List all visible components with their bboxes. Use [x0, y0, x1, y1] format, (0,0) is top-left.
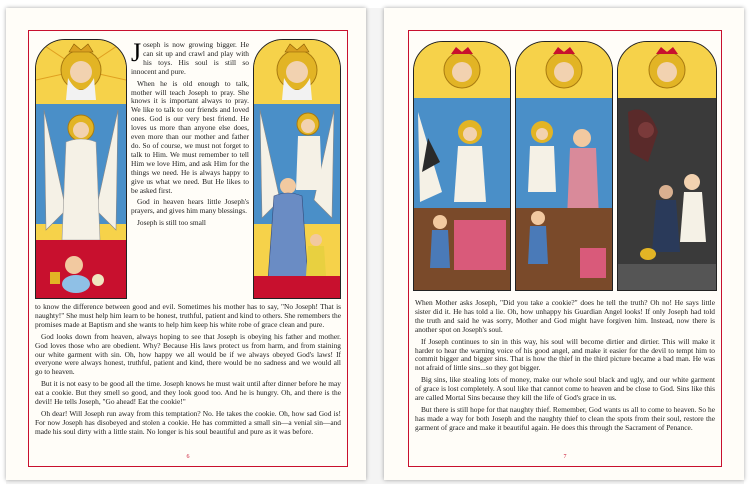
illustration-thief-with-devil — [617, 41, 717, 291]
illustration-mother-teaching-prayer — [253, 39, 341, 299]
paragraph-r1: When Mother asks Joseph, "Did you take a cookie?" does he tell the truth? Oh no! He says little sister did it. He has told a lie. Oh, how unhappy his Guardian Angel looks! If only Joseph had told the truth and said he was sorry, Mother and God might have forgiven him. Instead, now there is another spot on Joseph's soul. — [415, 298, 715, 334]
baby-angel-picture — [36, 40, 126, 298]
left-full-text — [35, 303, 341, 440]
left-column-text — [131, 38, 249, 231]
left-page — [6, 8, 366, 480]
paragraph-2: When he is old enough to talk, mother will teach Joseph to pray. She knows it is important always to pray. We like to talk to our friends and loved ones. God is our very best friend. He loves us more than anyone else does, even more than our mother and father do. So of course, we must not forget to talk to Him. We must remember to tell Him we love Him, and ask Him for the things we need. He is always happy to give us what we need. But He likes to be asked first. — [131, 78, 249, 195]
paragraph-3: God in heaven hears little Joseph's prayers, and gives him many blessings. — [131, 197, 249, 216]
paragraph-7: But it is not easy to be good all the time. Joseph knows he must wait until after dinner before he may eat a cookie. But they smell so good, and they look good too. And he is hungry. Oh, and there is the devil! He tells Joseph, "Go ahead! Eat the cookie!" — [35, 379, 341, 407]
mother-prayer-picture — [254, 40, 340, 298]
paragraph-r4: But there is still hope for that naughty thief. Remember, God wants us all to come to heaven. So he has made a way for both Joseph and the naughty thief to clean the spots from their soul, restore the garment of grace and make it beautiful again. He does this through the Sacrament of Penance. — [415, 404, 715, 432]
page-number-right: 7 — [563, 454, 567, 460]
left-page-frame — [28, 30, 348, 467]
page-number-left: 6 — [186, 454, 190, 460]
cookie-theft-picture — [414, 42, 510, 290]
paragraph-8: Oh dear! Will Joseph run away from this temptation? No. He takes the cookie. Oh, how sad God is! For now Joseph has disobeyed and stolen a cookie. He has committed a small sin—a venial sin—and made his soul dirty with a little stain. No longer is his soul beautiful and pure as it was before. — [35, 408, 341, 436]
right-page-frame — [408, 30, 722, 467]
illustration-cookie-theft — [413, 41, 511, 291]
paragraph-1-rest: oseph is now growing bigger. He can sit up and crawl and play with his toys. His soul is still so innocent and pure. — [131, 40, 249, 76]
illustration-baby-with-angel — [35, 39, 127, 299]
paragraph-r3: Big sins, like stealing lots of money, make our whole soul black and ugly, and our white garment of grace is lost completely. A soul like that cannot come to heaven and be close to God. Sins like this are called Mortal Sins because they kill the life of God's grace in us. — [415, 375, 715, 403]
right-page — [384, 8, 744, 480]
book-spread — [6, 8, 744, 484]
illustration-lying-to-mother — [515, 41, 613, 291]
thief-picture — [618, 42, 716, 290]
dropcap: J — [131, 38, 142, 67]
lying-picture — [516, 42, 612, 290]
right-text — [415, 299, 715, 436]
paragraph-5: to know the difference between good and evil. Sometimes his mother has to say, "No Joseph! That is naughty!" She must help him learn to be honest, truthful, patient and kind to others. She remembers the promises made at Baptism and she wants to help him keep his white robe of grace clean and pure. — [35, 302, 341, 329]
paragraph-6: God looks down from heaven, always hoping to see that Joseph is obeying his father and mother. God loves those who are obedient. Why? Because His laws protect us from harm, and from staining our white garment with sin. Oh, how happy we all would be if we always obeyed God's laws! If everyone were always honest, truthful, patient and kind, there would be no sadness and we would all go to heaven. — [35, 331, 341, 377]
paragraph-r2: If Joseph continues to sin in this way, his soul will become dirtier and dirtier. This will make it harder to hear the warning voice of his good angel, and make it easier for the devil to tempt him to commit bigger and bigger sins. That is how the thief in the third picture became a bad man. He was not afraid of little sins...so they got bigger. — [415, 336, 715, 373]
paragraph-4: Joseph is still too small — [137, 218, 206, 228]
